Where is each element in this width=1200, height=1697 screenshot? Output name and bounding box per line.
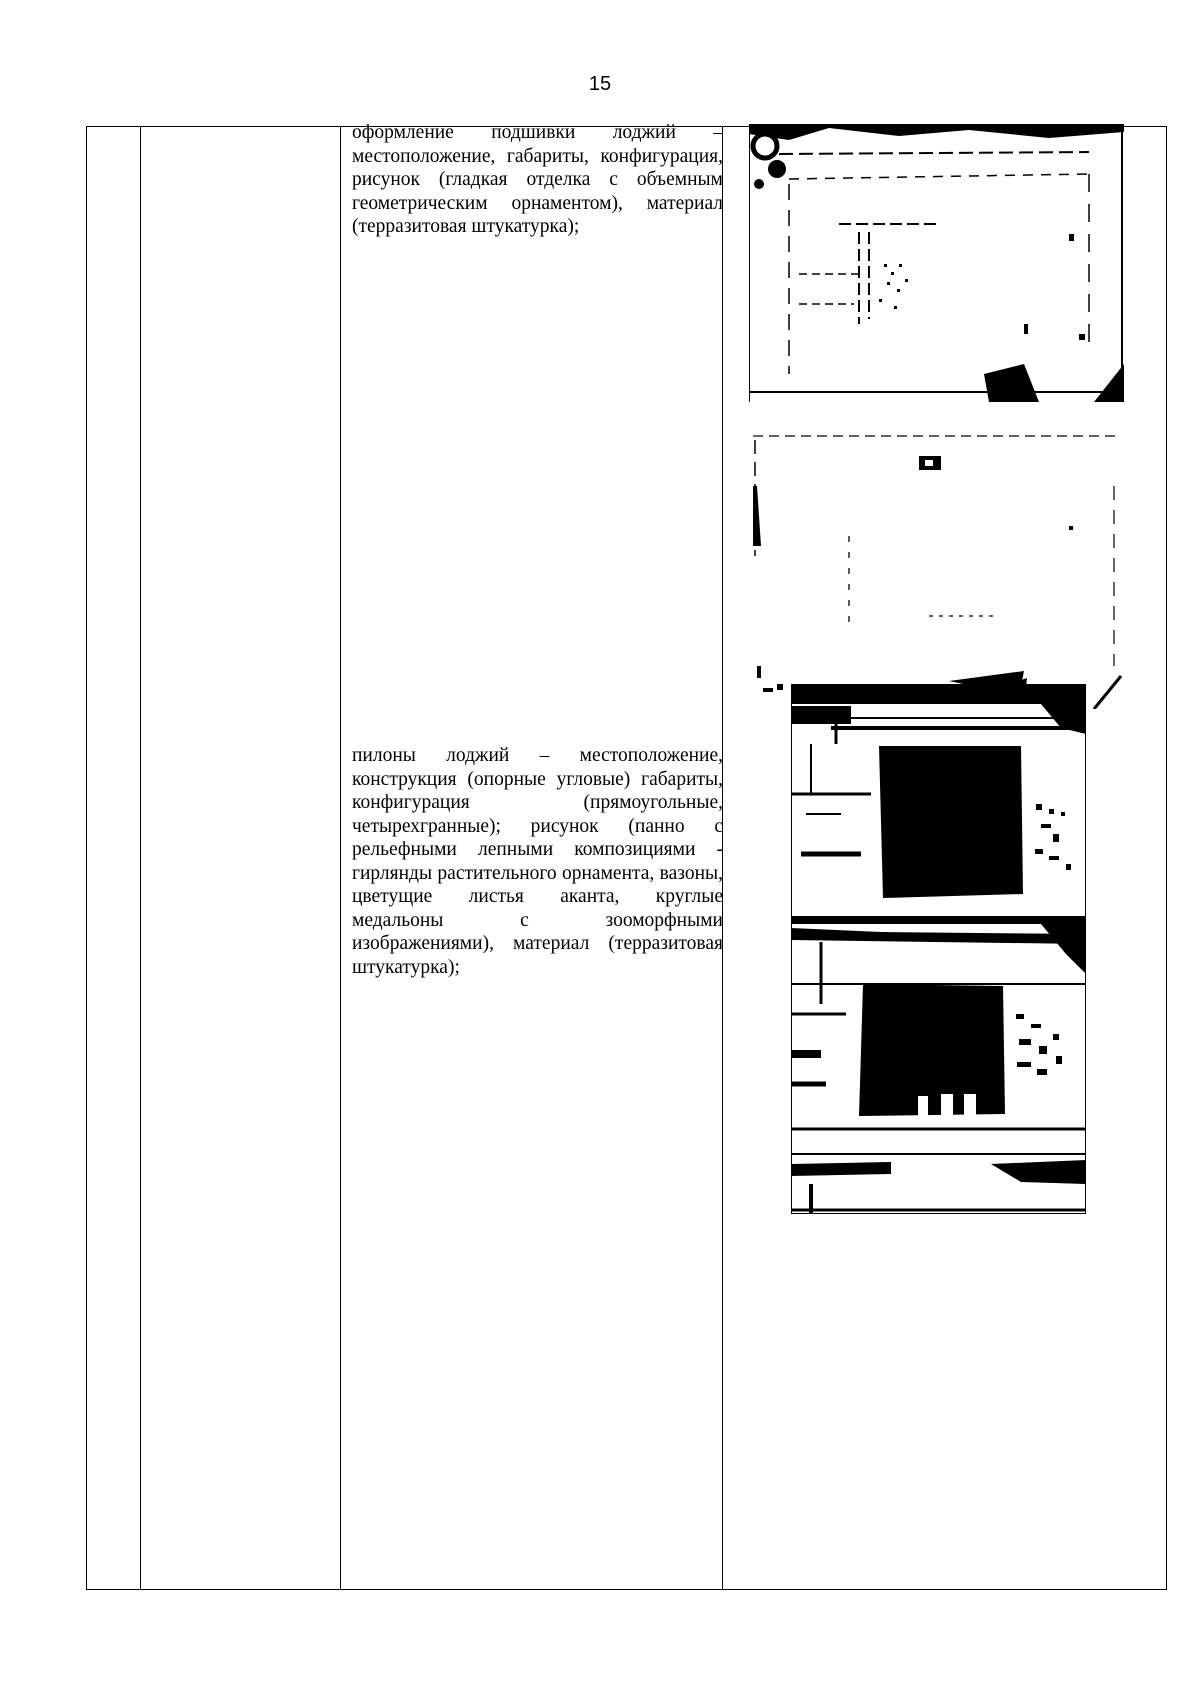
loggia-pylons-photo bbox=[791, 684, 1086, 1214]
loggia-pylons-description: пилоны лоджий – местоположение, конструкция (опорные угловые) габариты, конфигурация (прямоугольные, четырехгранные); рисунок (панно с рельефными лепными композициями - гирлянды растительного орнамента, вазоны, цветущие листья аканта, круглые медальоны с зооморфными изображениями), материал (терразитовая штукатурка); bbox=[352, 745, 723, 978]
loggia-soffit-photo bbox=[749, 124, 1124, 402]
column-divider-2 bbox=[340, 126, 341, 1590]
loggia-soffit-detail-photo bbox=[749, 426, 1124, 709]
page-number: 15 bbox=[588, 73, 612, 95]
loggia-soffit-description: оформление подшивки лоджий – местоположение, габариты, конфигурация, рисунок (гладкая отделка с объемным геометрическим орнаментом), материал (терразитовая штукатурка); bbox=[352, 122, 723, 237]
column-divider-1 bbox=[140, 126, 141, 1590]
protected-elements-table bbox=[86, 122, 1167, 1590]
